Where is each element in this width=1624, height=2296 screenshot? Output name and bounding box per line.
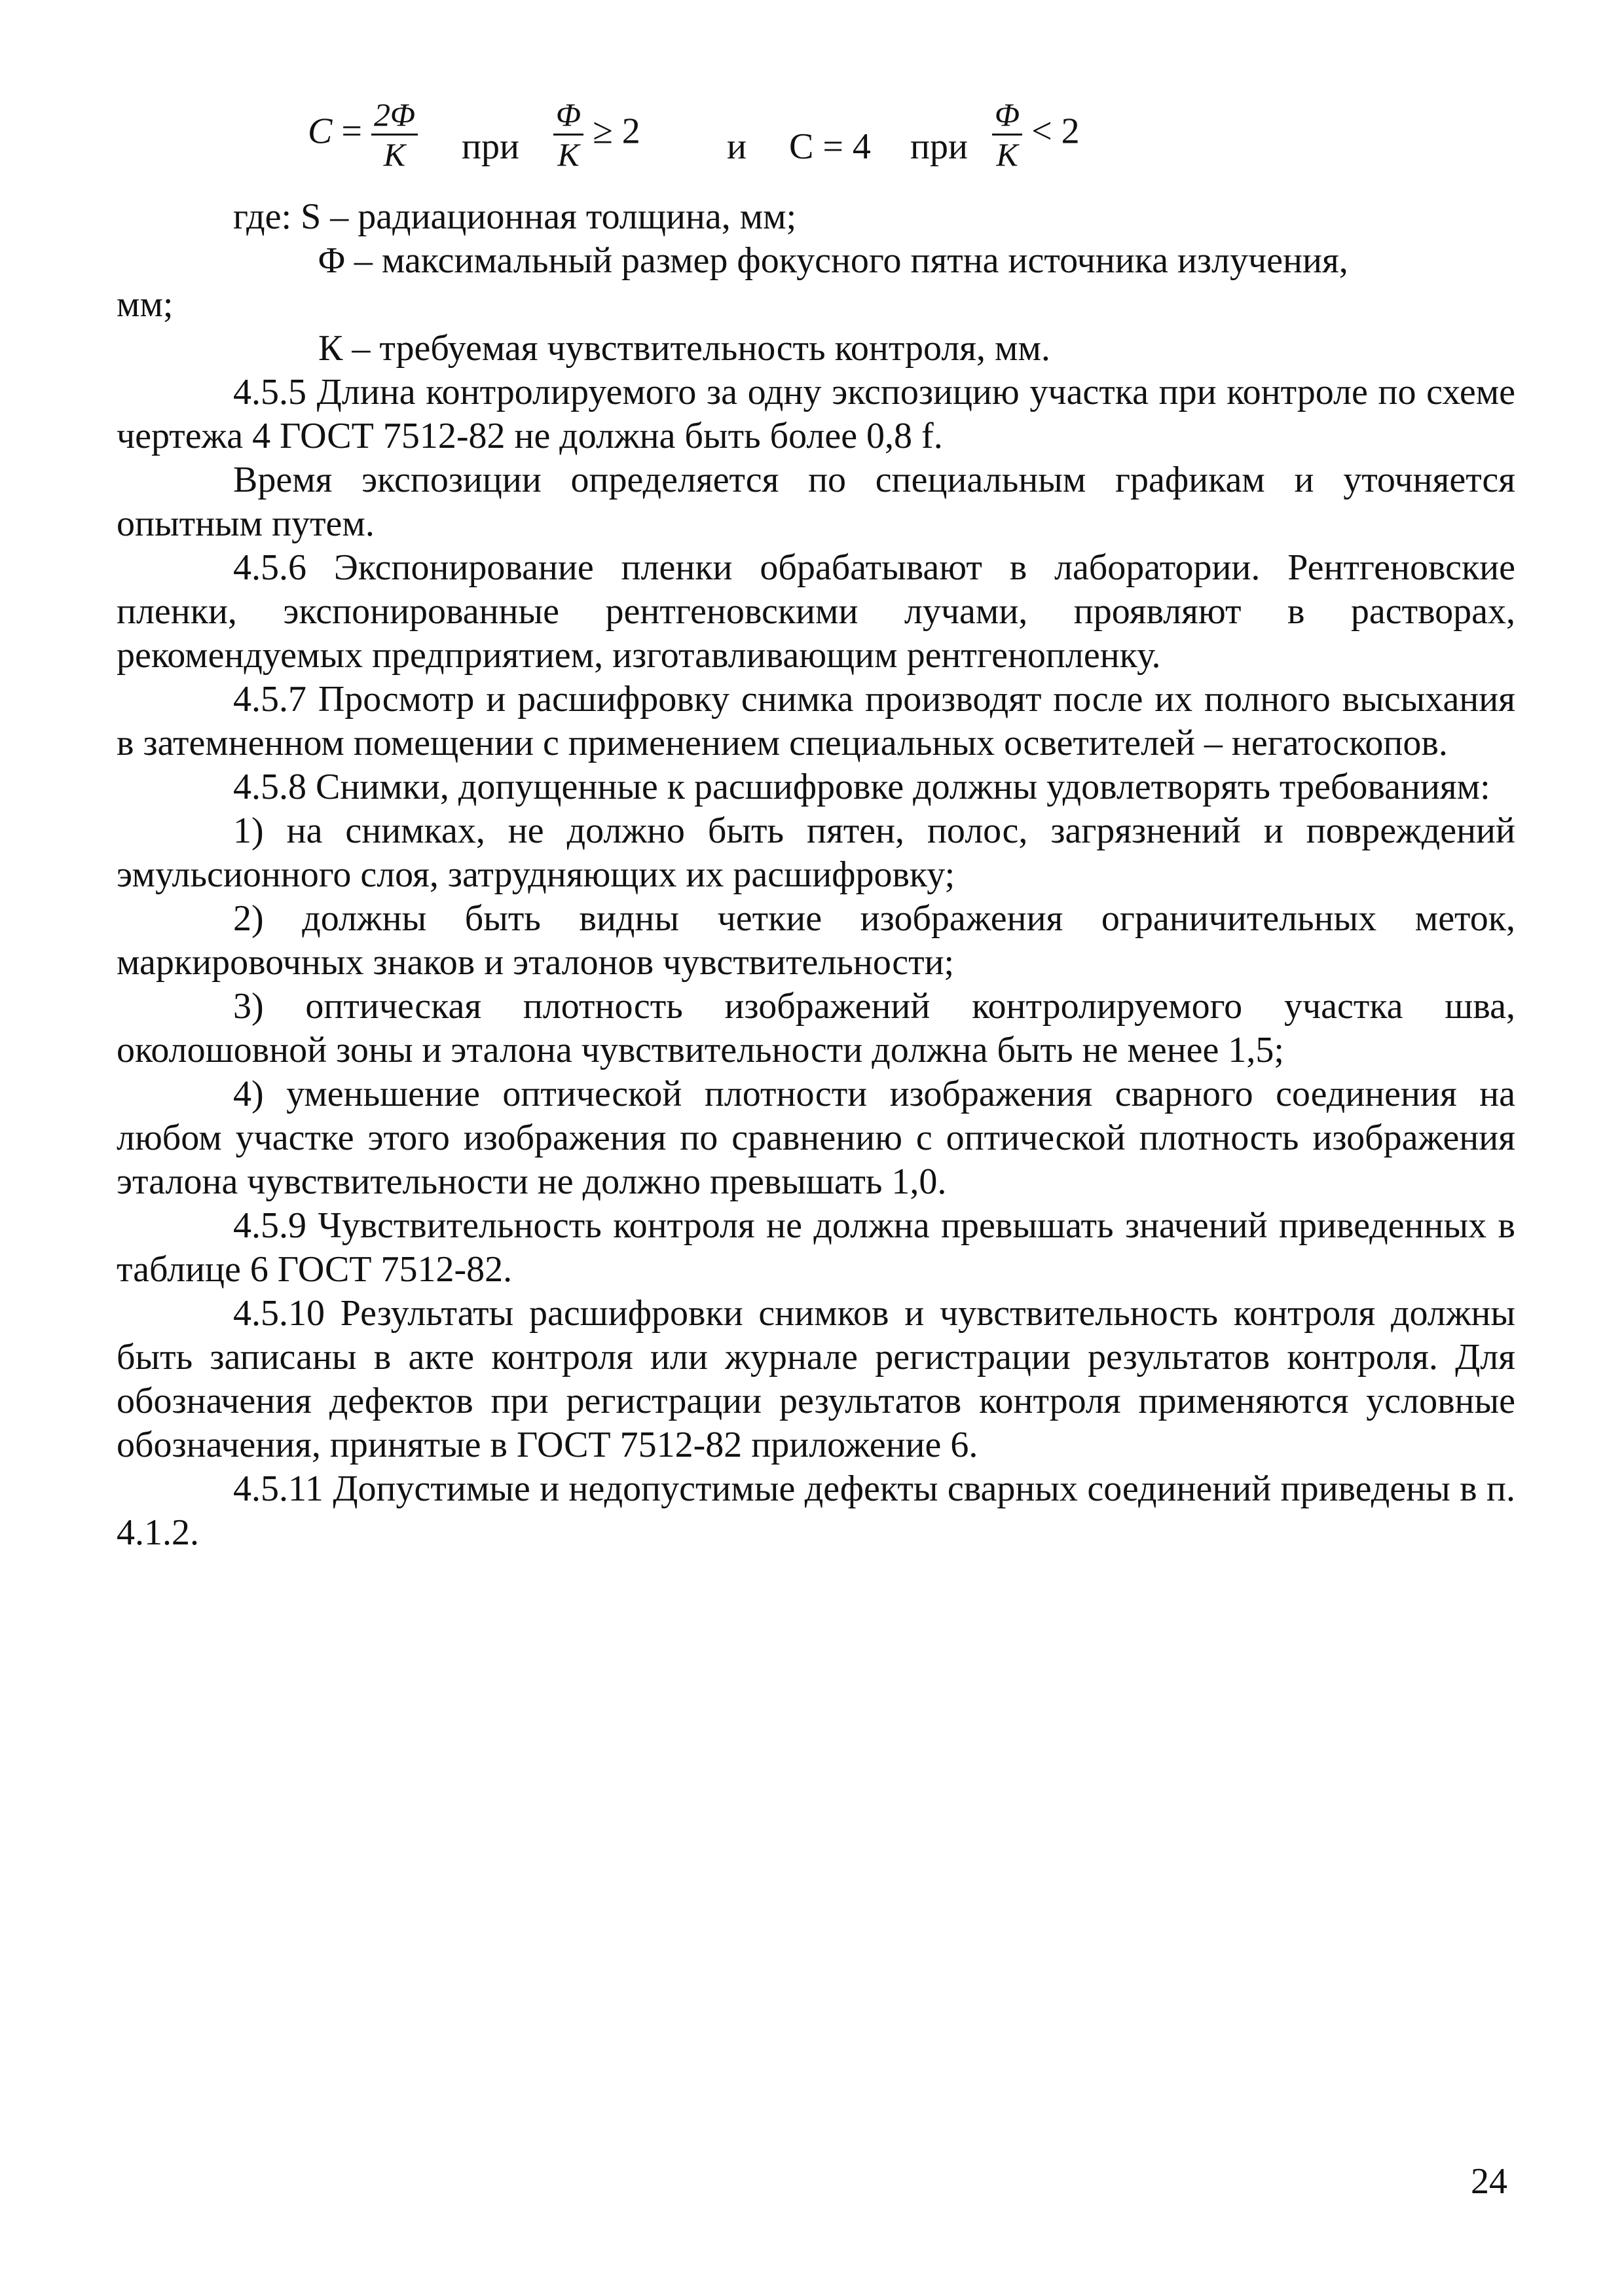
fraction-numerator: 2Φ: [371, 98, 418, 136]
formula-fraction-phi-k: [553, 98, 583, 171]
fraction-denominator: K: [557, 136, 580, 173]
definition-k: К – требуемая чувствительность контроля, мм.: [318, 328, 1050, 369]
paragraph-4-5-6: 4.5.6 Экспонирование пленки обрабатывают в лаборатории. Рентгеновские пленки, экспонированные рентгеновскими лучами, проявляют в растворах, рекомендуемых предприятием, изготавливающим рентгенопленку.: [117, 547, 1515, 676]
list-item-2: 2) должны быть видны четкие изображения ограничительных меток, маркировочных знаков и эталонов чувствительности;: [117, 898, 1515, 983]
body-text: [117, 371, 1515, 1555]
formula-word-and: и: [727, 126, 747, 167]
formula-equals: =: [341, 111, 362, 152]
fraction-denominator: K: [996, 136, 1018, 173]
formula-lt-2: < 2: [1031, 111, 1080, 152]
formula-word-pri: при: [462, 126, 519, 167]
paragraph-4-5-8: 4.5.8 Снимки, допущенные к расшифровке должны удовлетворять требованиям:: [233, 767, 1490, 807]
definition-phi-continuation: мм;: [117, 284, 174, 325]
formula-fraction-phi-k-2: [992, 98, 1022, 171]
definitions-block: [117, 195, 1515, 371]
formula-c-symbol: C: [308, 111, 333, 152]
paragraph-4-5-11: 4.5.11 Допустимые и недопустимые дефекты сварных соединений приведены в п. 4.1.2.: [117, 1468, 1515, 1553]
list-item-3: 3) оптическая плотность изображений контролируемого участка шва, околошовной зоны и эталона чувствительности должна быть не менее 1,5;: [117, 986, 1515, 1070]
fraction-numerator: Φ: [992, 98, 1022, 136]
paragraph-4-5-5: 4.5.5 Длина контролируемого за одну экспозицию участка при контроле по схеме чертежа 4 ГОСТ 7512-82 не должна быть более 0,8 f.: [117, 372, 1515, 456]
formula-condition-2: [992, 98, 1080, 171]
formula-condition-1: [553, 98, 640, 171]
formula-geq-2: ≥ 2: [593, 111, 640, 152]
formula-word-pri-2: при: [910, 126, 968, 167]
formula-fraction-2phi-k: [371, 98, 418, 171]
paragraph-4-5-9: 4.5.9 Чувствительность контроля не должна превышать значений приведенных в таблице 6 ГОСТ 7512-82.: [117, 1205, 1515, 1290]
formula-c-equals-4: C = 4: [789, 126, 871, 167]
page-number: 24: [1471, 2161, 1507, 2202]
list-item-4: 4) уменьшение оптической плотности изображения сварного соединения на любом участке этого изображения по сравнению с оптической плотность изображения эталона чувствительности не должно превышать 1,0.: [117, 1074, 1515, 1202]
definition-s: где: S – радиационная толщина, мм;: [233, 196, 797, 237]
paragraph-4-5-7: 4.5.7 Просмотр и расшифровку снимка производят после их полного высыхания в затемненном помещении с применением специальных осветителей – негатоскопов.: [117, 679, 1515, 763]
formula-c-expression: [308, 98, 418, 171]
paragraph-4-5-10: 4.5.10 Результаты расшифровки снимков и чувствительность контроля должны быть записаны в акте контроля или журнале регистрации результатов контроля. Для обозначения дефектов при регистрации результатов контроля применяются условные обозначения, принятые в ГОСТ 7512-82 приложение 6.: [117, 1293, 1515, 1465]
paragraph-exposure-time: Время экспозиции определяется по специальным графикам и уточняется опытным путем.: [117, 460, 1515, 544]
definition-phi: Φ – максимальный размер фокусного пятна источника излучения,: [318, 240, 1348, 281]
fraction-denominator: K: [383, 136, 406, 173]
fraction-numerator: Φ: [553, 98, 583, 136]
list-item-1: 1) на снимках, не должно быть пятен, полос, загрязнений и повреждений эмульсионного слоя, затрудняющих их расшифровку;: [117, 811, 1515, 895]
